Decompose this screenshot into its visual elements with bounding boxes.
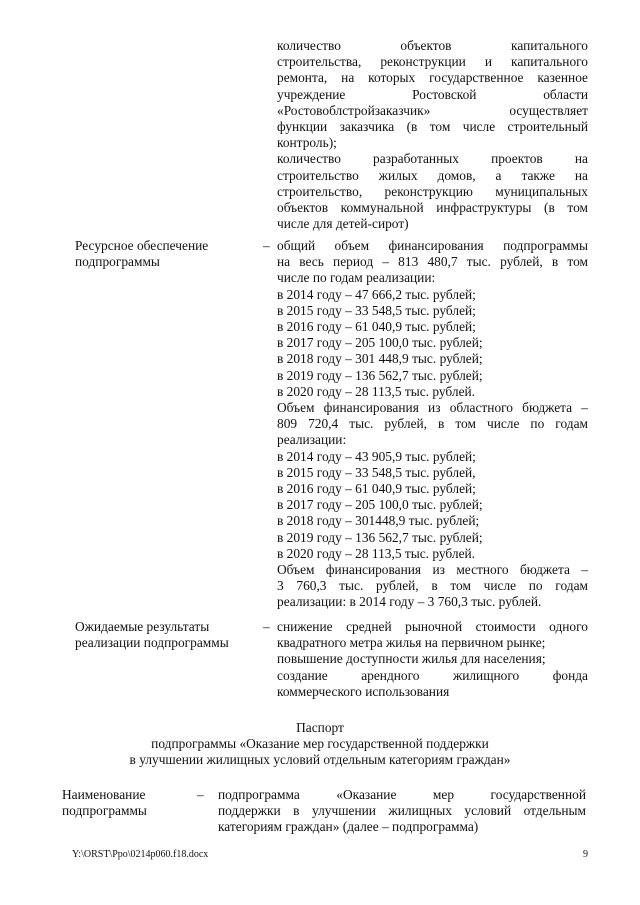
resources-line: в 2014 году – 43 905,9 тыс. рублей;: [277, 448, 476, 464]
resources-line: в 2016 году – 61 040,9 тыс. рублей;: [277, 319, 476, 335]
resources-content: [277, 238, 588, 611]
results-line: снижение средней рыночной стоимости одного: [277, 619, 588, 634]
indicator-line: функции заказчика (в том числе строительный: [277, 119, 588, 135]
passport-heading: [0, 720, 640, 769]
passport-title: Паспорт: [296, 720, 344, 735]
results-content: [277, 619, 588, 700]
results-label: [75, 619, 260, 651]
resources-line: Объем финансирования из местного бюджета –: [277, 562, 588, 578]
resources-line: в 2014 году – 47 666,2 тыс. рублей;: [277, 286, 476, 302]
resources-line: в 2015 году – 33 548,5 тыс. рублей,: [277, 464, 476, 480]
label-line: подпрограммы: [62, 803, 147, 819]
page-number: 9: [583, 849, 588, 860]
indicator-line: строительство, реконструкцию муниципальных: [277, 183, 588, 199]
name-label: [62, 787, 192, 819]
label-line: Наименование: [62, 787, 146, 802]
resources-line: реализации: в 2014 году – 3 760,3 тыс. рублей.: [277, 594, 542, 610]
indicator-line: ремонта, на которых государственное казенное: [277, 70, 588, 86]
indicator-line: числе для детей-сирот): [277, 216, 409, 232]
indicator-line: строительство жилых домов, а также на: [277, 167, 588, 183]
resources-line: в 2019 году – 136 562,7 тыс. рублей;: [277, 367, 483, 383]
resources-line: в 2017 году – 205 100,0 тыс. рублей;: [277, 335, 483, 351]
indicator-line: объектов коммунальной инфраструктуры (в том: [277, 200, 588, 216]
name-content: [218, 787, 586, 836]
results-line: коммерческого использования: [277, 683, 450, 699]
resources-line: в 2019 году – 136 562,7 тыс. рублей;: [277, 529, 483, 545]
indicator-line: учреждение Ростовской области: [277, 86, 588, 102]
indicators-content: [277, 38, 588, 232]
indicator-line: контроль);: [277, 135, 337, 151]
resources-line: на весь период – 813 480,7 тыс. рублей, в том: [277, 254, 588, 270]
resources-line: числе по годам реализации:: [277, 270, 436, 286]
resources-dash: –: [263, 238, 270, 253]
resources-line: в 2017 году – 205 100,0 тыс. рублей;: [277, 497, 483, 513]
name-line: поддержки в улучшении жилищных условий отдельным: [218, 803, 586, 819]
indicator-line: количество объектов капитального: [277, 38, 588, 53]
resources-line: в 2018 году – 301 448,9 тыс. рублей;: [277, 351, 483, 367]
name-line: категориям граждан» (далее – подпрограмма): [218, 819, 479, 835]
footer-file-path: Y:\ORST\Ppo\0214p060.f18.docx: [72, 849, 209, 860]
resources-line: Объем финансирования из областного бюджета –: [277, 400, 588, 416]
label-line: Ресурсное обеспечение: [75, 238, 209, 253]
resources-line: в 2015 году – 33 548,5 тыс. рублей;: [277, 302, 476, 318]
resources-line: 809 720,4 тыс. рублей, в том числе по годам: [277, 416, 588, 432]
name-dash: –: [197, 787, 204, 802]
indicator-line: количество разработанных проектов на: [277, 151, 588, 167]
name-line: подпрограмма «Оказание мер государственной: [218, 787, 586, 802]
indicator-line: строительства, реконструкции и капитального: [277, 54, 588, 70]
resources-line: общий объем финансирования подпрограммы: [277, 238, 588, 253]
label-line: подпрограммы: [75, 254, 160, 270]
resources-line: в 2018 году – 301448,9 тыс. рублей;: [277, 513, 480, 529]
results-line: квадратного метра жилья на первичном рынке;: [277, 635, 546, 651]
resources-line: в 2016 году – 61 040,9 тыс. рублей;: [277, 481, 476, 497]
resources-line: в 2020 году – 28 113,5 тыс. рублей.: [277, 383, 476, 399]
results-line: повышение доступности жилья для населения;: [277, 651, 546, 667]
resources-label: [75, 238, 255, 270]
label-line: Ожидаемые результаты: [75, 619, 210, 634]
resources-line: реализации:: [277, 432, 347, 448]
label-line: реализации подпрограммы: [75, 635, 229, 651]
passport-subtitle: подпрограммы «Оказание мер государственной поддержки: [151, 736, 489, 752]
results-line: создание арендного жилищного фонда: [277, 667, 588, 683]
passport-subtitle: в улучшении жилищных условий отдельным категориям граждан»: [129, 752, 511, 768]
results-dash: –: [263, 619, 270, 634]
indicator-line: «Ростовоблстройзаказчик» осуществляет: [277, 102, 588, 118]
resources-line: в 2020 году – 28 113,5 тыс. рублей.: [277, 545, 476, 561]
resources-line: 3 760,3 тыс. рублей, в том числе по годам: [277, 578, 588, 594]
